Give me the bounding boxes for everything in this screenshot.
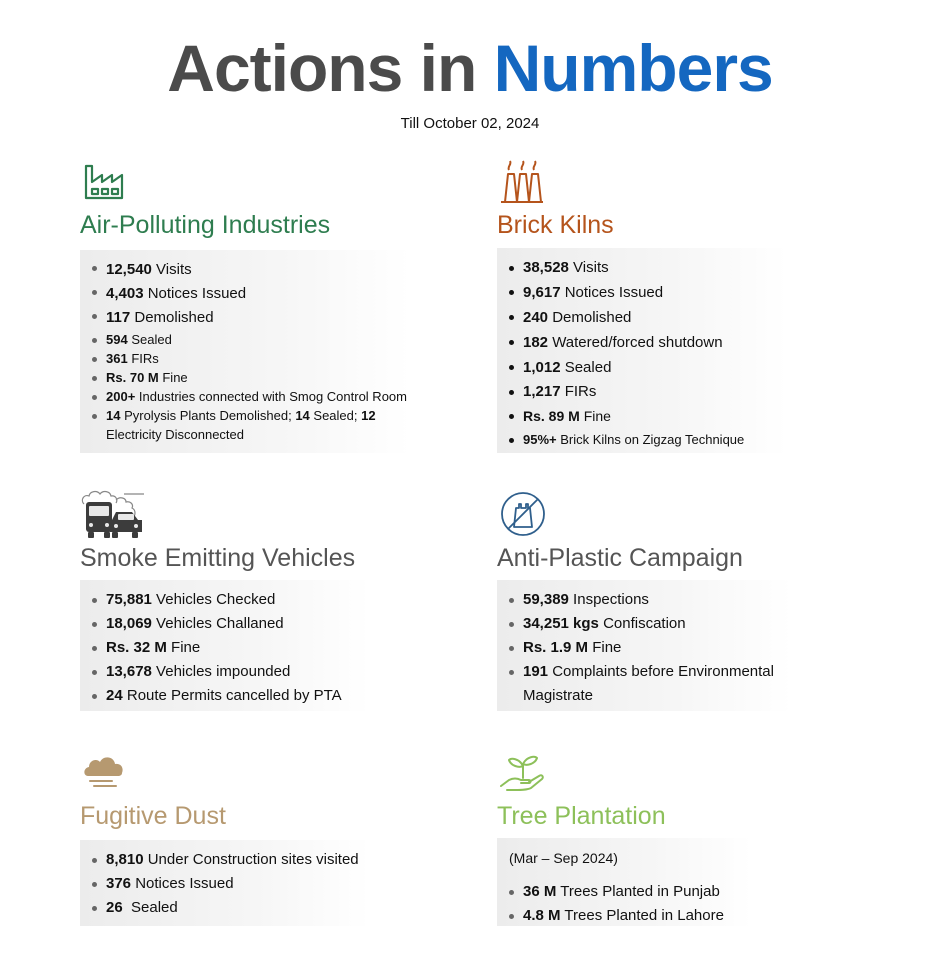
list-item: 14 Pyrolysis Plants Demolished; 14 Sealed; 12 Electricity Disconnected — [88, 406, 396, 444]
brick-kiln-icon — [499, 160, 545, 204]
title-part-2: Numbers — [493, 31, 773, 105]
page-title — [0, 28, 940, 108]
list-item: 191 Complaints before Environmental Magistrate — [505, 660, 788, 708]
stats-box — [497, 580, 792, 711]
factory-icon — [82, 162, 128, 202]
stats-list — [88, 848, 360, 920]
stats-box — [497, 248, 787, 453]
period-note: (Mar – Sep 2024) — [509, 850, 618, 866]
list-item: Rs. 1.9 M Fine — [505, 636, 782, 660]
list-item: 18,069 Vehicles Challaned — [88, 612, 360, 636]
list-item: 59,389 Inspections — [505, 588, 782, 612]
list-item: Rs. 70 M Fine — [88, 368, 400, 387]
stats-list — [505, 256, 777, 452]
list-item: 38,528 Visits — [505, 256, 777, 280]
list-item: 1,217 FIRs — [505, 380, 777, 404]
no-plastic-bag-icon — [499, 490, 547, 538]
stats-list — [505, 880, 742, 928]
list-item: 594 Sealed — [88, 330, 400, 349]
stats-box — [80, 580, 370, 711]
stats-list — [88, 258, 407, 444]
smoke-vehicles-icon — [80, 488, 146, 540]
section-heading: Air-Polluting Industries — [80, 211, 331, 239]
list-item: 95%+ Brick Kilns on Zigzag Technique — [505, 428, 777, 452]
section-heading: Brick Kilns — [497, 211, 614, 239]
list-item: 376 Notices Issued — [88, 872, 360, 896]
list-item: 9,617 Notices Issued — [505, 280, 777, 305]
plant-in-hand-icon — [499, 752, 547, 794]
list-item: 240 Demolished — [505, 305, 777, 330]
page-subtitle: Till October 02, 2024 — [400, 115, 540, 132]
list-item: 75,881 Vehicles Checked — [88, 588, 360, 612]
list-item: 182 Watered/forced shutdown — [505, 330, 777, 355]
list-item: 36 M Trees Planted in Punjab — [505, 880, 742, 904]
section-heading: Smoke Emitting Vehicles — [80, 544, 356, 572]
list-item: Rs. 32 M Fine — [88, 636, 360, 660]
section-heading: Anti-Plastic Campaign — [497, 544, 743, 572]
list-item: 200+ Industries connected with Smog Control Room — [88, 387, 400, 406]
list-item: 12,540 Visits — [88, 258, 400, 282]
list-item: 34,251 kgs Confiscation — [505, 612, 782, 636]
list-item: 24 Route Permits cancelled by PTA — [88, 684, 360, 708]
stats-list — [505, 588, 782, 708]
list-item: 361 FIRs — [88, 349, 400, 368]
dust-cloud-icon — [82, 752, 126, 792]
list-item: Rs. 89 M Fine — [505, 404, 777, 428]
list-item: 26 Sealed — [88, 896, 360, 920]
stats-box — [497, 838, 752, 926]
title-part-1: Actions in — [167, 31, 477, 105]
list-item: 4,403 Notices Issued — [88, 282, 400, 306]
list-item: 1,012 Sealed — [505, 355, 777, 380]
list-item: 4.8 M Trees Planted in Lahore — [505, 904, 742, 928]
list-item: 8,810 Under Construction sites visited — [88, 848, 360, 872]
list-item: 117 Demolished — [88, 306, 400, 330]
stats-box — [80, 840, 370, 926]
stats-box — [80, 250, 410, 453]
section-heading: Tree Plantation — [497, 802, 666, 830]
section-heading: Fugitive Dust — [80, 802, 226, 830]
list-item: 13,678 Vehicles impounded — [88, 660, 360, 684]
stats-list — [88, 588, 360, 708]
